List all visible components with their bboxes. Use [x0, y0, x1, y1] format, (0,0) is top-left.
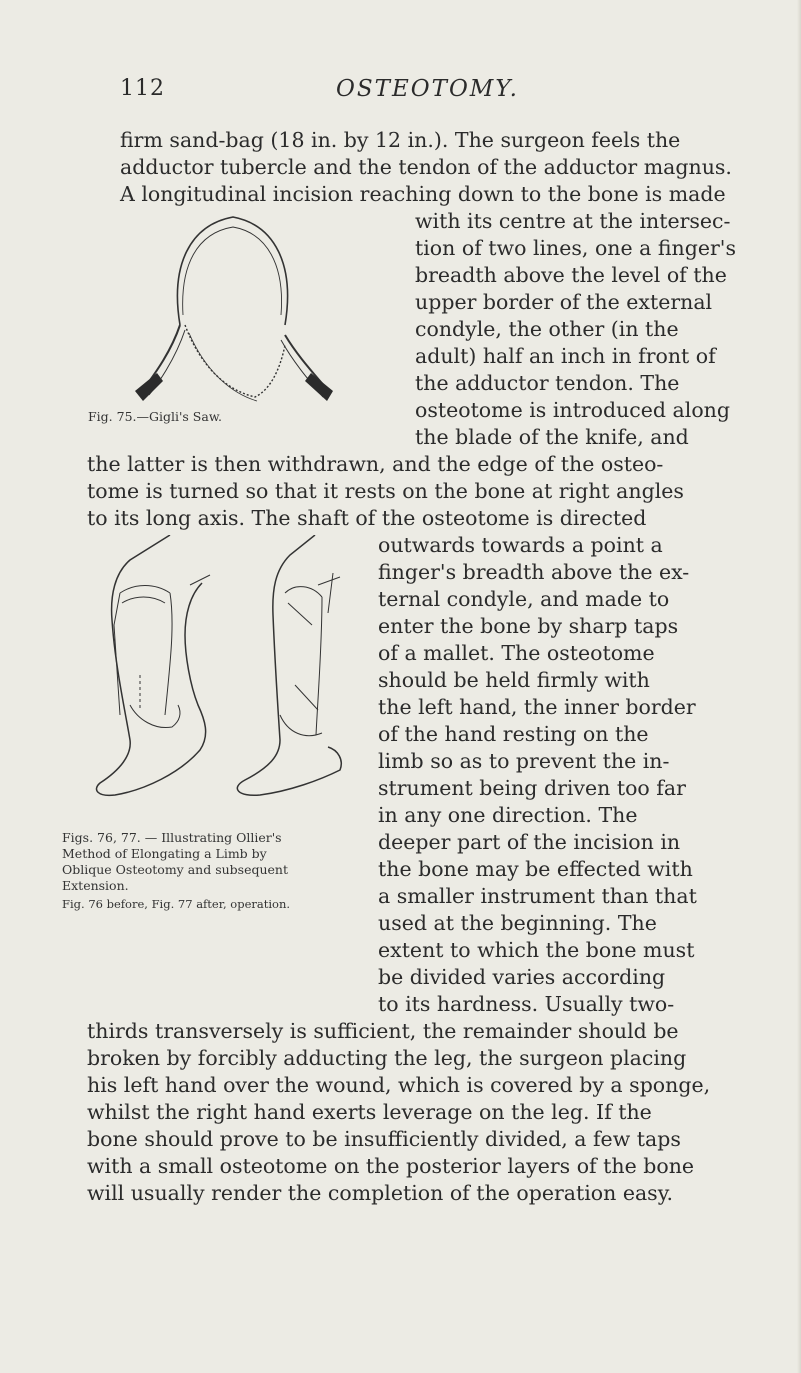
- text-line: upper border of the external: [415, 290, 713, 314]
- text-line: with a small osteotome on the posterior layers of the bone: [87, 1154, 695, 1178]
- page-number: 112: [120, 76, 165, 101]
- text-line: condyle, the other (in the: [415, 317, 679, 341]
- text-line: tome is turned so that it rests on the bone at right angles: [87, 479, 684, 503]
- page-edge-shadow: [797, 0, 801, 1373]
- text-line: used at the beginning. The: [378, 911, 657, 935]
- running-title: OSTEOTOMY.: [336, 76, 519, 102]
- text-line: outwards towards a point a: [378, 533, 663, 557]
- text-line: the left hand, the inner border: [378, 695, 696, 719]
- text-line: his left hand over the wound, which is covered by a sponge,: [87, 1073, 711, 1097]
- figure-caption-line: Extension.: [62, 878, 129, 893]
- text-line: adductor tubercle and the tendon of the adductor magnus.: [120, 155, 732, 179]
- text-line: osteotome is introduced along: [415, 398, 730, 422]
- text-line: the adductor tendon. The: [415, 371, 680, 395]
- text-line: with its centre at the intersec-: [415, 209, 731, 233]
- text-line: a smaller instrument than that: [378, 884, 697, 908]
- text-line: to its long axis. The shaft of the osteotome is directed: [87, 506, 647, 530]
- text-line: deeper part of the incision in: [378, 830, 681, 854]
- text-line: adult) half an inch in front of: [415, 344, 716, 368]
- text-line: will usually render the completion of the operation easy.: [87, 1181, 674, 1205]
- text-line: of the hand resting on the: [378, 722, 649, 746]
- text-line: the blade of the knife, and: [415, 425, 689, 449]
- figure-caption-line: Method of Elongating a Limb by: [62, 846, 267, 861]
- text-line: firm sand-bag (18 in. by 12 in.). The surgeon feels the: [120, 128, 681, 152]
- text-line: enter the bone by sharp taps: [378, 614, 679, 638]
- text-line: should be held firmly with: [378, 668, 650, 692]
- text-line: ternal condyle, and made to: [378, 587, 670, 611]
- figure-caption-line: Figs. 76, 77. — Illustrating Ollier's: [62, 830, 282, 845]
- text-line: finger's breadth above the ex-: [378, 560, 690, 584]
- text-line: extent to which the bone must: [378, 938, 695, 962]
- text-line: breadth above the level of the: [415, 263, 727, 287]
- figure-caption-note: Fig. 76 before, Fig. 77 after, operation.: [62, 897, 291, 911]
- text-line: broken by forcibly adducting the leg, the surgeon placing: [87, 1046, 687, 1070]
- text-line: be divided varies according: [378, 965, 666, 989]
- text-line: limb so as to prevent the in-: [378, 749, 670, 773]
- text-line: of a mallet. The osteotome: [378, 641, 655, 665]
- text-line: in any one direction. The: [378, 803, 638, 827]
- figure-caption-line: Oblique Osteotomy and subsequent: [62, 862, 288, 877]
- gigli-saw-figure: [135, 205, 335, 420]
- page-header: [120, 76, 680, 108]
- text-line: the latter is then withdrawn, and the edge of the osteo-: [87, 452, 664, 476]
- limb-elongation-figure: [90, 535, 345, 800]
- text-line: strument being driven too far: [378, 776, 686, 800]
- text-line: A longitudinal incision reaching down to the bone is made: [120, 182, 726, 206]
- text-line: the bone may be effected with: [378, 857, 693, 881]
- text-line: tion of two lines, one a finger's: [415, 236, 736, 260]
- text-line: thirds transversely is sufficient, the remainder should be: [87, 1019, 679, 1043]
- text-line: whilst the right hand exerts leverage on the leg. If the: [87, 1100, 652, 1124]
- text-line: to its hardness. Usually two-: [378, 992, 675, 1016]
- figure-caption: Fig. 75.—Gigli's Saw.: [88, 409, 223, 424]
- text-line: bone should prove to be insufficiently divided, a few taps: [87, 1127, 681, 1151]
